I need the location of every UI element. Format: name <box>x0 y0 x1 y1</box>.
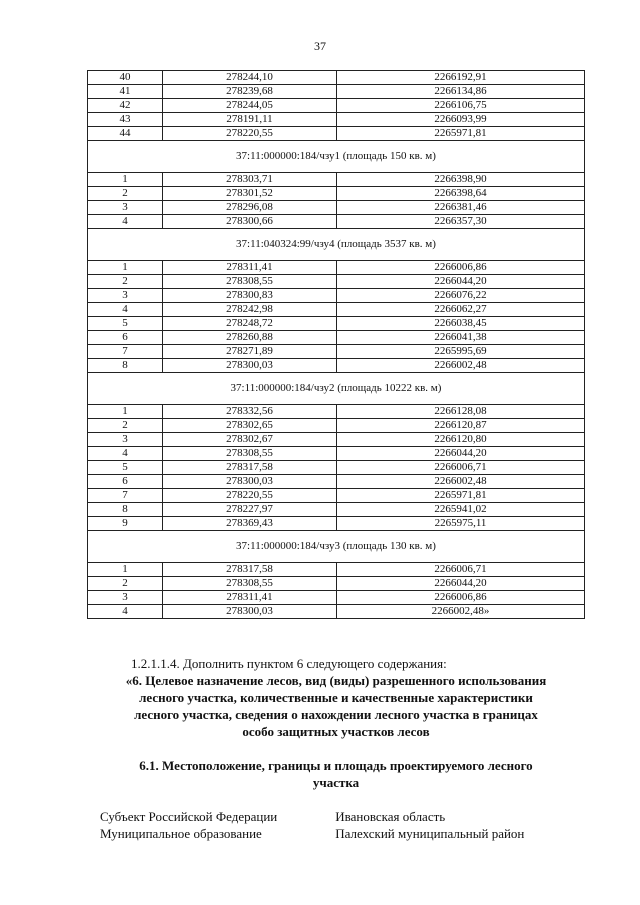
point-number-cell: 40 <box>88 71 163 85</box>
y-coordinate-cell: 2266357,30 <box>337 215 585 229</box>
x-coordinate-cell: 278308,55 <box>163 447 337 461</box>
table-row <box>88 517 585 531</box>
x-coordinate-cell: 278300,03 <box>163 475 337 489</box>
point-number-cell: 1 <box>88 173 163 187</box>
table-row <box>88 127 585 141</box>
section-6-1-line: 6.1. Местоположение, границы и площадь проектируемого лесного <box>139 758 533 773</box>
table-row <box>88 563 585 577</box>
coordinates-table <box>87 70 585 619</box>
table-section-header <box>88 373 585 405</box>
point-number-cell: 1 <box>88 405 163 419</box>
section-header-cell: 37:11:040324:99/чзу4 (площадь 3537 кв. м) <box>88 229 585 261</box>
x-coordinate-cell: 278311,41 <box>163 261 337 275</box>
y-coordinate-cell: 2266120,87 <box>337 419 585 433</box>
x-coordinate-cell: 278220,55 <box>163 489 337 503</box>
table-row <box>88 489 585 503</box>
table-row <box>88 405 585 419</box>
x-coordinate-cell: 278300,83 <box>163 289 337 303</box>
info-row-subject <box>100 808 445 825</box>
info-value: Ивановская область <box>335 809 446 824</box>
table-row <box>88 591 585 605</box>
point-number-cell: 1 <box>88 261 163 275</box>
y-coordinate-cell: 2266381,46 <box>337 201 585 215</box>
table-row <box>88 419 585 433</box>
y-coordinate-cell: 2266076,22 <box>337 289 585 303</box>
table-section-header <box>88 141 585 173</box>
y-coordinate-cell: 2266120,80 <box>337 433 585 447</box>
x-coordinate-cell: 278317,58 <box>163 563 337 577</box>
y-coordinate-cell: 2266062,27 <box>337 303 585 317</box>
y-coordinate-cell: 2266002,48» <box>337 605 585 619</box>
table-row <box>88 99 585 113</box>
point-number-cell: 44 <box>88 127 163 141</box>
table-row <box>88 173 585 187</box>
point-number-cell: 4 <box>88 215 163 229</box>
x-coordinate-cell: 278300,03 <box>163 359 337 373</box>
y-coordinate-cell: 2265975,11 <box>337 517 585 531</box>
table-row <box>88 317 585 331</box>
x-coordinate-cell: 278311,41 <box>163 591 337 605</box>
x-coordinate-cell: 278220,55 <box>163 127 337 141</box>
table-row <box>88 605 585 619</box>
table-section-header <box>88 531 585 563</box>
table-row <box>88 461 585 475</box>
point-number-cell: 4 <box>88 303 163 317</box>
table-row <box>88 187 585 201</box>
section-6-heading <box>87 672 585 740</box>
table-row <box>88 503 585 517</box>
table-row <box>88 71 585 85</box>
table-section-header <box>88 229 585 261</box>
y-coordinate-cell: 2266044,20 <box>337 275 585 289</box>
point-number-cell: 6 <box>88 331 163 345</box>
y-coordinate-cell: 2266006,71 <box>337 461 585 475</box>
x-coordinate-cell: 278239,68 <box>163 85 337 99</box>
y-coordinate-cell: 2266192,91 <box>337 71 585 85</box>
x-coordinate-cell: 278227,97 <box>163 503 337 517</box>
y-coordinate-cell: 2266398,90 <box>337 173 585 187</box>
section-6-line: лесного участка, количественные и качественные характеристики <box>139 690 533 705</box>
section-6-line: особо защитных участков лесов <box>242 724 430 739</box>
point-number-cell: 2 <box>88 275 163 289</box>
table-row <box>88 345 585 359</box>
section-6-1-line: участка <box>312 775 360 790</box>
table-row <box>88 275 585 289</box>
x-coordinate-cell: 278260,88 <box>163 331 337 345</box>
point-number-cell: 42 <box>88 99 163 113</box>
y-coordinate-cell: 2266093,99 <box>337 113 585 127</box>
y-coordinate-cell: 2265971,81 <box>337 127 585 141</box>
x-coordinate-cell: 278303,71 <box>163 173 337 187</box>
y-coordinate-cell: 2266044,20 <box>337 447 585 461</box>
table-row <box>88 303 585 317</box>
table-row <box>88 113 585 127</box>
table-row <box>88 433 585 447</box>
x-coordinate-cell: 278248,72 <box>163 317 337 331</box>
point-number-cell: 7 <box>88 489 163 503</box>
info-label: Муниципальное образование <box>100 826 262 841</box>
y-coordinate-cell: 2266106,75 <box>337 99 585 113</box>
amendment-text: 1.2.1.1.4. Дополнить пунктом 6 следующего содержания: <box>131 656 447 671</box>
y-coordinate-cell: 2265941,02 <box>337 503 585 517</box>
point-number-cell: 3 <box>88 433 163 447</box>
point-number-cell: 4 <box>88 447 163 461</box>
point-number-cell: 5 <box>88 461 163 475</box>
y-coordinate-cell: 2266002,48 <box>337 359 585 373</box>
table-row <box>88 215 585 229</box>
table-row <box>88 85 585 99</box>
y-coordinate-cell: 2266038,45 <box>337 317 585 331</box>
x-coordinate-cell: 278317,58 <box>163 461 337 475</box>
y-coordinate-cell: 2265995,69 <box>337 345 585 359</box>
point-number-cell: 3 <box>88 201 163 215</box>
info-label: Субъект Российской Федерации <box>100 809 278 824</box>
point-number-cell: 2 <box>88 577 163 591</box>
y-coordinate-cell: 2266006,71 <box>337 563 585 577</box>
y-coordinate-cell: 2265971,81 <box>337 489 585 503</box>
info-row-municipality <box>100 825 524 842</box>
x-coordinate-cell: 278302,65 <box>163 419 337 433</box>
point-number-cell: 2 <box>88 187 163 201</box>
table-row <box>88 289 585 303</box>
y-coordinate-cell: 2266041,38 <box>337 331 585 345</box>
point-number-cell: 2 <box>88 419 163 433</box>
info-value: Палехский муниципальный район <box>335 826 525 841</box>
section-header-cell: 37:11:000000:184/чзу2 (площадь 10222 кв. м) <box>88 373 585 405</box>
point-number-cell: 1 <box>88 563 163 577</box>
table-row <box>88 475 585 489</box>
x-coordinate-cell: 278244,10 <box>163 71 337 85</box>
x-coordinate-cell: 278191,11 <box>163 113 337 127</box>
point-number-cell: 41 <box>88 85 163 99</box>
x-coordinate-cell: 278369,43 <box>163 517 337 531</box>
y-coordinate-cell: 2266398,64 <box>337 187 585 201</box>
table-row <box>88 447 585 461</box>
point-number-cell: 3 <box>88 289 163 303</box>
section-6-line: «6. Целевое назначение лесов, вид (виды) разрешенного использования <box>125 673 547 688</box>
point-number-cell: 6 <box>88 475 163 489</box>
point-number-cell: 7 <box>88 345 163 359</box>
x-coordinate-cell: 278332,56 <box>163 405 337 419</box>
x-coordinate-cell: 278300,03 <box>163 605 337 619</box>
x-coordinate-cell: 278302,67 <box>163 433 337 447</box>
x-coordinate-cell: 278271,89 <box>163 345 337 359</box>
table-row <box>88 577 585 591</box>
y-coordinate-cell: 2266006,86 <box>337 591 585 605</box>
point-number-cell: 4 <box>88 605 163 619</box>
table-row <box>88 201 585 215</box>
x-coordinate-cell: 278300,66 <box>163 215 337 229</box>
page-number: 37 <box>314 39 326 53</box>
y-coordinate-cell: 2266002,48 <box>337 475 585 489</box>
y-coordinate-cell: 2266134,86 <box>337 85 585 99</box>
y-coordinate-cell: 2266044,20 <box>337 577 585 591</box>
x-coordinate-cell: 278296,08 <box>163 201 337 215</box>
x-coordinate-cell: 278308,55 <box>163 275 337 289</box>
point-number-cell: 9 <box>88 517 163 531</box>
table-row <box>88 261 585 275</box>
y-coordinate-cell: 2266128,08 <box>337 405 585 419</box>
section-6-1-heading <box>87 757 585 791</box>
point-number-cell: 8 <box>88 503 163 517</box>
x-coordinate-cell: 278242,98 <box>163 303 337 317</box>
section-6-line: лесного участка, сведения о нахождении лесного участка в границах <box>134 707 538 722</box>
point-number-cell: 43 <box>88 113 163 127</box>
point-number-cell: 8 <box>88 359 163 373</box>
table-row <box>88 331 585 345</box>
table-row <box>88 359 585 373</box>
section-header-cell: 37:11:000000:184/чзу3 (площадь 130 кв. м) <box>88 531 585 563</box>
section-header-cell: 37:11:000000:184/чзу1 (площадь 150 кв. м) <box>88 141 585 173</box>
point-number-cell: 3 <box>88 591 163 605</box>
x-coordinate-cell: 278301,52 <box>163 187 337 201</box>
y-coordinate-cell: 2266006,86 <box>337 261 585 275</box>
x-coordinate-cell: 278244,05 <box>163 99 337 113</box>
point-number-cell: 5 <box>88 317 163 331</box>
x-coordinate-cell: 278308,55 <box>163 577 337 591</box>
